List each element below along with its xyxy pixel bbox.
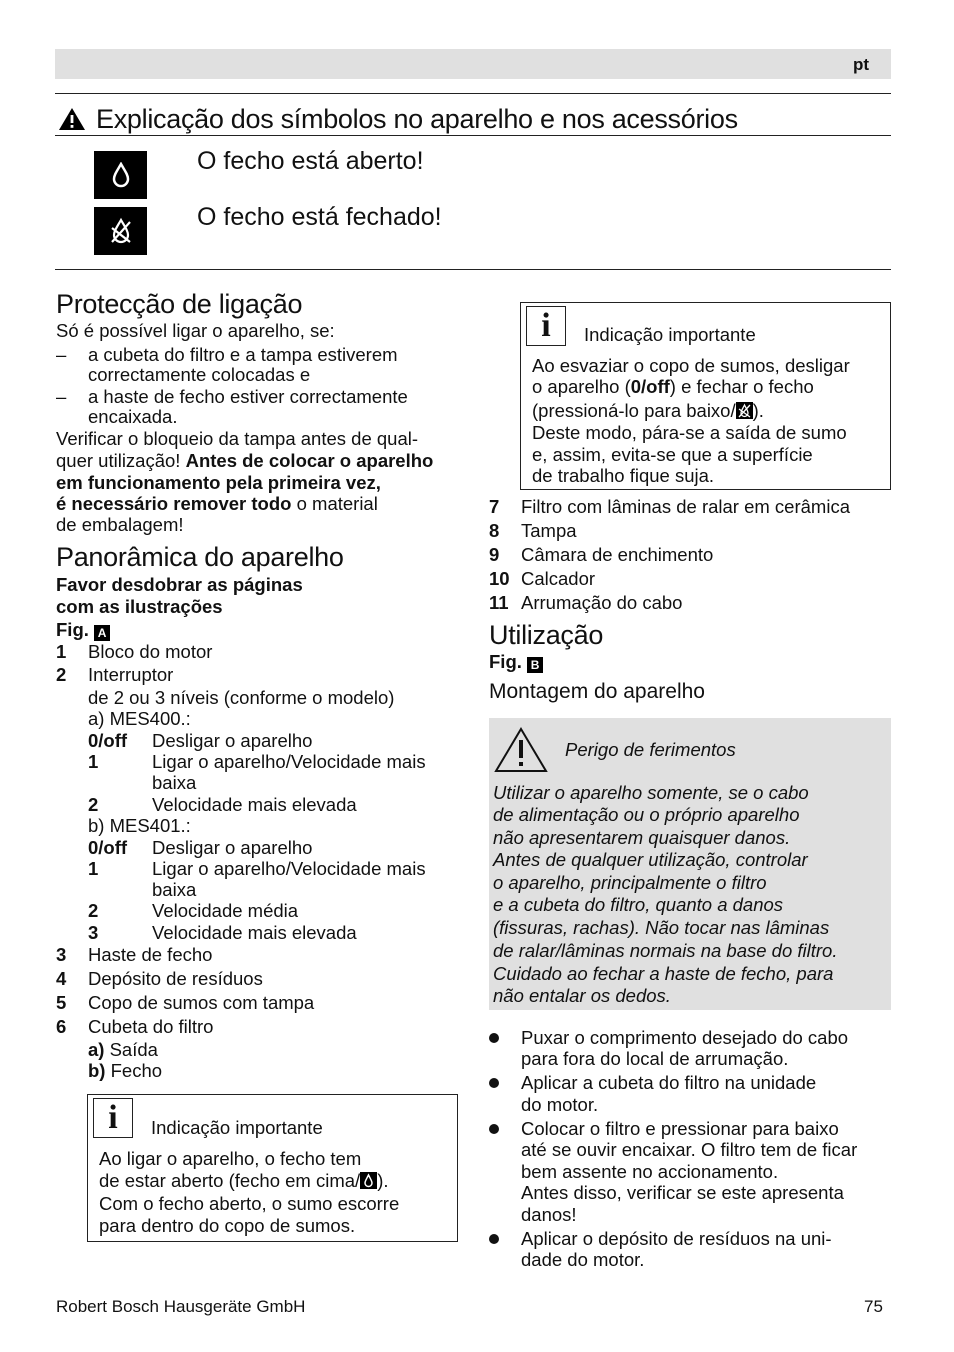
switch-level: 0/off — [88, 837, 128, 858]
ligacao-item: encaixada. — [88, 406, 178, 427]
divider — [55, 135, 891, 136]
step-text: dade do motor. — [521, 1249, 645, 1270]
note-text: Deste modo, pára-se a saída de sumo — [532, 422, 847, 443]
switch-level-desc: Ligar o aparelho/Velocidade mais — [152, 751, 426, 772]
step-text: do motor. — [521, 1094, 599, 1115]
list-item: Tampa — [521, 520, 577, 541]
switch-level: 2 — [88, 900, 99, 921]
ligacao-paragraph: Verificar o bloqueio da tampa antes de qual- — [56, 428, 419, 449]
section-title-panoramica: Panorâmica do aparelho — [56, 542, 344, 572]
symbols-title: Explicação dos símbolos no aparelho e nos acessórios — [58, 103, 738, 135]
danger-text: não apresentarem quaisquer danos. — [493, 827, 791, 848]
header-bar — [55, 49, 891, 79]
important-note-box — [520, 302, 891, 490]
item-number: 4 — [56, 968, 67, 989]
important-note-box — [87, 1094, 458, 1242]
step-text: danos! — [521, 1204, 577, 1225]
language-label: pt — [852, 55, 869, 74]
step-text: Colocar o filtro e pressionar para baixo — [521, 1118, 839, 1139]
danger-text: de ralar/lâminas normais na base do filtro. — [493, 940, 838, 961]
switch-level-desc: baixa — [152, 772, 197, 793]
ligacao-paragraph: é necessário remover todo o material — [56, 493, 378, 514]
list-item: Cubeta do filtro — [88, 1016, 214, 1037]
warning-icon — [58, 107, 86, 131]
step-text: bem assente no accionamento. — [521, 1161, 779, 1182]
switch-level: 1 — [88, 751, 99, 772]
lock-open-text: O fecho está aberto! — [197, 147, 424, 175]
panoramica-subtitle: Favor desdobrar as páginas — [56, 574, 303, 595]
danger-warning-box — [489, 718, 891, 1010]
danger-text: o aparelho, principalmente o filtro — [493, 872, 767, 893]
section-title-ligacao: Protecção de ligação — [56, 289, 303, 319]
switch-level-desc: Velocidade mais elevada — [152, 794, 357, 815]
note-text: para dentro do copo de sumos. — [99, 1215, 356, 1236]
switch-level-desc: baixa — [152, 879, 197, 900]
bullet — [489, 1234, 499, 1244]
list-item: Haste de fecho — [88, 944, 213, 965]
step-text: Puxar o comprimento desejado do cabo — [521, 1027, 849, 1048]
step-text: Aplicar o depósito de resíduos na uni- — [521, 1228, 832, 1249]
ligacao-item: a cubeta do filtro e a tampa estiverem — [88, 344, 398, 365]
note-text: de estar aberto (fecho em cima/ ). — [99, 1170, 389, 1191]
list-item: a) MES400.: — [88, 708, 191, 729]
item-number: 8 — [489, 520, 500, 541]
list-item: a) Saída — [88, 1039, 158, 1060]
step-text: até se ouvir encaixar. O filtro tem de ficar — [521, 1139, 858, 1160]
item-number: 11 — [489, 592, 509, 613]
fig-b-label: Fig. B — [489, 651, 543, 673]
danger-text: Antes de qualquer utilização, controlar — [493, 849, 808, 870]
bullet — [489, 1078, 499, 1088]
lock-closed-icon — [736, 402, 753, 419]
danger-text: Cuidado ao fechar a haste de fecho, para — [493, 963, 834, 984]
note-title: Indicação importante — [151, 1117, 323, 1138]
divider — [55, 269, 891, 270]
info-icon: i — [93, 1098, 133, 1138]
danger-text: Utilizar o aparelho somente, se o cabo — [493, 782, 809, 803]
note-text: de trabalho fique suja. — [532, 465, 715, 486]
item-number: 7 — [489, 496, 500, 517]
page-number: 75 — [864, 1297, 883, 1316]
list-item: Filtro com lâminas de ralar em cerâmica — [521, 496, 850, 517]
lock-open-icon — [94, 151, 147, 199]
item-number: 10 — [489, 568, 510, 589]
switch-level-desc: Desligar o aparelho — [152, 837, 313, 858]
fig-a-label: Fig. A — [56, 619, 110, 641]
note-title: Indicação importante — [584, 324, 756, 345]
lock-open-icon — [360, 1172, 377, 1189]
list-item: b) Fecho — [88, 1060, 163, 1081]
item-number: 5 — [56, 992, 67, 1013]
ligacao-item: correctamente colocadas e — [88, 364, 311, 385]
danger-text: e a cubeta do filtro, quanto a danos — [493, 894, 784, 915]
item-number: 9 — [489, 544, 500, 565]
note-text: o aparelho (0/off) e fechar o fecho — [532, 376, 814, 397]
switch-level: 2 — [88, 794, 99, 815]
switch-level: 0/off — [88, 730, 128, 751]
list-item: Copo de sumos com tampa — [88, 992, 315, 1013]
step-text: Antes disso, verificar se este apresenta — [521, 1182, 844, 1203]
bullet — [489, 1124, 499, 1134]
bullet — [489, 1033, 499, 1043]
fig-a-icon: A — [94, 625, 110, 641]
panoramica-subtitle: com as ilustrações — [56, 596, 223, 617]
ligacao-paragraph: quer utilização! Antes de colocar o aparelho — [56, 450, 434, 471]
note-text: Com o fecho aberto, o sumo escorre — [99, 1193, 400, 1214]
ligacao-paragraph: de embalagem! — [56, 514, 184, 535]
list-item: Interruptor — [88, 664, 174, 685]
danger-text: de alimentação ou o próprio aparelho — [493, 804, 800, 825]
list-item: Depósito de resíduos — [88, 968, 263, 989]
ligacao-intro: Só é possível ligar o aparelho, se: — [56, 320, 335, 341]
warning-icon — [494, 727, 548, 773]
list-item: Bloco do motor — [88, 641, 213, 662]
list-item: Câmara de enchimento — [521, 544, 714, 565]
list-item: Calcador — [521, 568, 596, 589]
lock-closed-text: O fecho está fechado! — [197, 203, 442, 231]
lock-closed-icon — [94, 207, 147, 255]
item-number: 3 — [56, 944, 67, 965]
switch-level-desc: Velocidade mais elevada — [152, 922, 357, 943]
fig-b-icon: B — [527, 657, 543, 673]
danger-text: não entalar os dedos. — [493, 985, 671, 1006]
switch-level: 1 — [88, 858, 99, 879]
item-number: 2 — [56, 664, 67, 685]
danger-text: (fissuras, rachas). Não tocar nas lâminas — [493, 917, 830, 938]
note-text: Ao esvaziar o copo de sumos, desligar — [532, 355, 850, 376]
subsection-title-montagem: Montagem do aparelho — [489, 680, 705, 703]
ligacao-paragraph: em funcionamento pela primeira vez, — [56, 472, 381, 493]
step-text: para fora do local de arrumação. — [521, 1048, 789, 1069]
section-title-utilizacao: Utilização — [489, 620, 604, 650]
info-icon: i — [526, 306, 566, 346]
note-text: Ao ligar o aparelho, o fecho tem — [99, 1148, 362, 1169]
dash: – — [56, 344, 67, 365]
list-item: de 2 ou 3 níveis (conforme o modelo) — [88, 687, 395, 708]
dash: – — [56, 386, 67, 407]
ligacao-item: a haste de fecho estiver correctamente — [88, 386, 408, 407]
step-text: Aplicar a cubeta do filtro na unidade — [521, 1072, 817, 1093]
item-number: 6 — [56, 1016, 67, 1037]
note-text: (pressioná-lo para baixo/ ). — [532, 400, 764, 421]
divider — [55, 93, 891, 94]
list-item: Arrumação do cabo — [521, 592, 683, 613]
item-number: 1 — [56, 641, 67, 662]
note-text: e, assim, evita-se que a superfície — [532, 444, 813, 465]
switch-level-desc: Desligar o aparelho — [152, 730, 313, 751]
switch-level-desc: Velocidade média — [152, 900, 299, 921]
list-item: b) MES401.: — [88, 815, 191, 836]
footer-company: Robert Bosch Hausgeräte GmbH — [56, 1297, 306, 1316]
switch-level: 3 — [88, 922, 99, 943]
danger-title: Perigo de ferimentos — [565, 739, 736, 760]
switch-level-desc: Ligar o aparelho/Velocidade mais — [152, 858, 426, 879]
